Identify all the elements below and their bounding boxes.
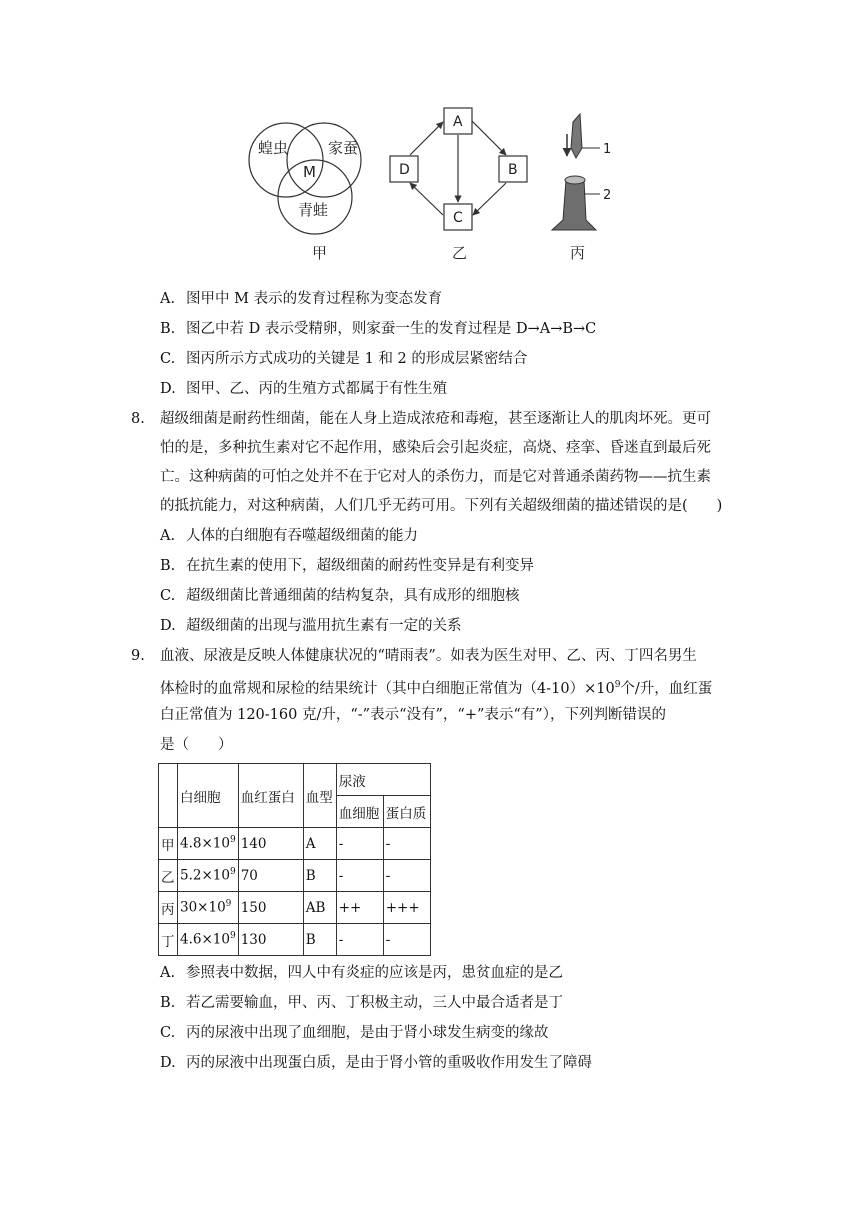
option-letter: C.: [160, 1025, 176, 1041]
cell-hb: 150: [238, 892, 303, 924]
q7-option-a[interactable]: [160, 289, 442, 309]
option-letter: A.: [160, 965, 176, 981]
stem-text: 体检时的血常规和尿检的结果统计（其中白细胞正常值为（4-10）×10: [160, 680, 615, 697]
row-name: 丁: [159, 924, 178, 956]
grafting-diagram: [552, 114, 611, 262]
option-letter: D.: [160, 381, 176, 397]
cell-hb: 140: [238, 828, 303, 860]
q9-stem-line: 白正常值为 120-160 克/升，“-”表示“没有”，“+”表示“有”），下列判断错误的: [160, 707, 666, 723]
cell-hb: 70: [238, 860, 303, 892]
q9-stem-line: 血液、尿液是反映人体健康状况的“晴雨表”。如表为医生对甲、乙、丙、丁四名男生: [160, 648, 697, 664]
q8-option-d[interactable]: [160, 616, 462, 636]
stem-text: 个/升，血红蛋: [620, 680, 713, 697]
wbc-exponent: 9: [229, 835, 236, 846]
option-letter: C.: [160, 351, 176, 367]
cell-urine-protein: -: [383, 828, 430, 860]
wbc-exponent: 9: [225, 899, 232, 910]
q8-stem-line: 超级细菌是耐药性细菌，能在人身上造成浓疮和毒疱，甚至逐渐让人的肌肉坏死。更可: [160, 411, 711, 427]
q7-option-c[interactable]: [160, 349, 527, 369]
venn-label-frog: 青蛙: [298, 201, 329, 219]
label-1: 1: [603, 142, 612, 157]
wbc-value: 5.2×10: [180, 867, 230, 884]
arrow-c-d: [410, 183, 443, 215]
cell-blood-type: AB: [303, 892, 336, 924]
cell-urine-cells: -: [336, 860, 383, 892]
node-a-label: A: [453, 114, 463, 130]
header-hb: 血红蛋白: [238, 764, 303, 828]
cell-wbc: [178, 828, 239, 860]
option-text: 图乙中若 D 表示受精卵，则家蚕一生的发育过程是 D→A→B→C: [186, 321, 597, 337]
q9-option-a[interactable]: [160, 963, 563, 983]
caption-bing: 丙: [570, 244, 586, 262]
table-row: [159, 828, 431, 860]
option-text: 若乙需要输血，甲、丙、丁积极主动，三人中最合适者是丁: [186, 995, 563, 1011]
exponent: 9: [614, 680, 621, 690]
option-text: 参照表中数据，四人中有炎症的应该是丙，患贫血症的是乙: [186, 965, 563, 981]
node-d-label: D: [399, 162, 410, 178]
option-letter: A.: [160, 528, 176, 544]
arrow-b-c: [473, 183, 506, 215]
option-text: 图甲中 M 表示的发育过程称为变态发育: [186, 291, 443, 307]
q8-option-c[interactable]: [160, 586, 520, 606]
header-urine: 尿液: [336, 764, 430, 796]
cell-blood-type: B: [303, 924, 336, 956]
scion: [571, 114, 582, 158]
q9-stem-line: 是（ ）: [160, 737, 233, 753]
option-text: 在抗生素的使用下，超级细菌的耐药性变异是有利变异: [186, 558, 534, 574]
venn-label-locust: 蝗虫: [258, 139, 289, 157]
cycle-diagram: [390, 108, 527, 262]
q9-stem-line: [160, 675, 712, 699]
figure-svg: [240, 100, 620, 270]
option-text: 丙的尿液中出现了血细胞，是由于肾小球发生病变的缘故: [186, 1025, 549, 1041]
row-name: 甲: [159, 828, 178, 860]
venn-center-label: M: [303, 163, 316, 181]
cell-urine-protein: -: [383, 860, 430, 892]
q9-number: 9.: [131, 648, 145, 664]
cell-urine-protein: +++: [383, 892, 430, 924]
health-check-table: [158, 763, 431, 956]
node-b-label: B: [508, 162, 518, 178]
cell-wbc: [178, 924, 239, 956]
header-urine-cells: 血细胞: [336, 796, 383, 828]
wbc-exponent: 9: [229, 867, 236, 878]
option-letter: C.: [160, 588, 176, 604]
table-corner-cell: [159, 764, 178, 828]
table-row: [159, 924, 431, 956]
arrow-d-a: [410, 122, 443, 155]
q9-option-b[interactable]: [160, 993, 563, 1013]
q8-stem-line: 亡。这种病菌的可怕之处并不在于它对人的杀伤力，而是它对普通杀菌药物——抗生素: [160, 469, 711, 485]
option-text: 人体的白细胞有吞噬超级细菌的能力: [186, 528, 418, 544]
option-letter: D.: [160, 618, 176, 634]
label-2: 2: [603, 188, 612, 203]
question-figure: [240, 100, 620, 270]
option-letter: B.: [160, 558, 176, 574]
cell-blood-type: B: [303, 860, 336, 892]
q9-option-c[interactable]: [160, 1023, 549, 1043]
venn-diagram: [249, 123, 361, 262]
q8-option-b[interactable]: [160, 556, 534, 576]
q7-option-d[interactable]: [160, 379, 447, 399]
wbc-value: 4.8×10: [180, 835, 230, 852]
row-name: 丙: [159, 892, 178, 924]
wbc-value: 4.6×10: [180, 931, 230, 948]
q9-option-d[interactable]: [160, 1053, 592, 1073]
table-row: [159, 860, 431, 892]
rootstock: [552, 180, 596, 230]
table-header-row: [159, 764, 431, 796]
q8-stem-line: 的抵抗能力，对这种病菌，人们几乎无药可用。下列有关超级细菌的描述错误的是( ): [160, 498, 723, 514]
q7-option-b[interactable]: [160, 319, 596, 339]
option-text: 图丙所示方式成功的关键是 1 和 2 的形成层紧密结合: [186, 351, 528, 367]
table-row: [159, 892, 431, 924]
caption-yi: 乙: [452, 244, 468, 262]
cell-urine-protein: -: [383, 924, 430, 956]
cell-urine-cells: -: [336, 924, 383, 956]
option-letter: B.: [160, 321, 176, 337]
venn-label-silkworm: 家蚕: [328, 139, 359, 157]
option-text: 丙的尿液中出现蛋白质，是由于肾小管的重吸收作用发生了障碍: [186, 1055, 592, 1071]
cell-blood-type: A: [303, 828, 336, 860]
cell-hb: 130: [238, 924, 303, 956]
q8-option-a[interactable]: [160, 526, 418, 546]
header-wbc: 白细胞: [178, 764, 239, 828]
header-urine-protein: 蛋白质: [383, 796, 430, 828]
caption-jia: 甲: [312, 244, 328, 262]
option-text: 图甲、乙、丙的生殖方式都属于有性生殖: [186, 381, 447, 397]
node-c-label: C: [453, 210, 463, 226]
option-letter: D.: [160, 1055, 176, 1071]
option-text: 超级细菌的出现与滥用抗生素有一定的关系: [186, 618, 462, 634]
arrow-a-b: [472, 121, 506, 155]
option-text: 超级细菌比普通细菌的结构复杂，具有成形的细胞核: [186, 588, 520, 604]
cell-urine-cells: ++: [336, 892, 383, 924]
cell-wbc: [178, 860, 239, 892]
q8-number: 8.: [131, 411, 145, 427]
rootstock-top: [565, 176, 585, 184]
cell-urine-cells: -: [336, 828, 383, 860]
wbc-exponent: 9: [229, 931, 236, 942]
option-letter: A.: [160, 291, 176, 307]
option-letter: B.: [160, 995, 176, 1011]
row-name: 乙: [159, 860, 178, 892]
cell-wbc: [178, 892, 239, 924]
header-blood-type: 血型: [303, 764, 336, 828]
wbc-value: 30×10: [180, 899, 226, 916]
q8-stem-line: 怕的是，多种抗生素对它不起作用，感染后会引起炎症，高烧、痉挛、昏迷直到最后死: [160, 440, 711, 456]
